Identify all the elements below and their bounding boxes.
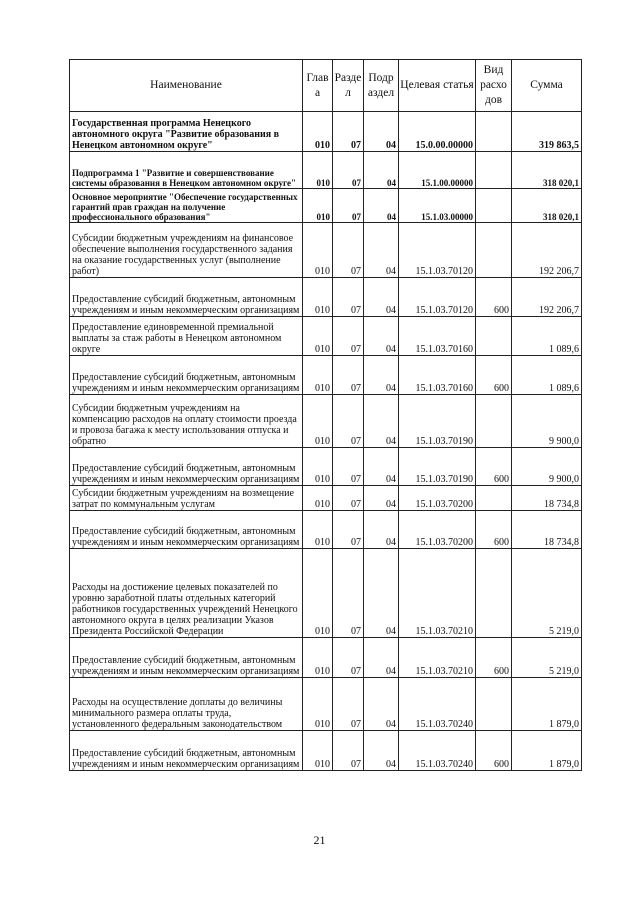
row-section: 07 bbox=[333, 395, 364, 448]
row-sum: 1 089,6 bbox=[512, 356, 582, 395]
row-chapter: 010 bbox=[303, 112, 333, 152]
row-chapter: 010 bbox=[303, 549, 333, 638]
row-sum: 1 089,6 bbox=[512, 317, 582, 356]
header-name: Наименование bbox=[70, 60, 303, 112]
row-name: Предоставление субсидий бюджетным, автономным учреждениям и иным некоммерческим организациям bbox=[70, 731, 303, 771]
row-section: 07 bbox=[333, 223, 364, 278]
row-expense-type: 600 bbox=[476, 356, 512, 395]
row-section: 07 bbox=[333, 448, 364, 486]
page-number: 21 bbox=[313, 833, 326, 847]
row-target: 15.1.03.70210 bbox=[399, 638, 476, 678]
row-target: 15.1.03.70240 bbox=[399, 678, 476, 731]
row-section: 07 bbox=[333, 731, 364, 771]
row-name: Субсидии бюджетным учреждениям на возмещение затрат по коммунальным услугам bbox=[70, 486, 303, 511]
table-row bbox=[70, 356, 582, 395]
table-row bbox=[70, 486, 582, 511]
row-expense-type: 600 bbox=[476, 511, 512, 549]
table-row bbox=[70, 189, 582, 223]
row-name: Субсидии бюджетным учреждениям на финансовое обеспечение выполнения государственного задания на оказание государственных услуг (выполнение работ) bbox=[70, 223, 303, 278]
row-name: Предоставление субсидий бюджетным, автономным учреждениям и иным некоммерческим организациям bbox=[70, 448, 303, 486]
table-row bbox=[70, 223, 582, 278]
table-row bbox=[70, 678, 582, 731]
table-row bbox=[70, 448, 582, 486]
row-expense-type bbox=[476, 112, 512, 152]
row-expense-type bbox=[476, 486, 512, 511]
row-subsection: 04 bbox=[364, 549, 399, 638]
header-subsection: Подр аздел bbox=[364, 60, 399, 112]
row-chapter: 010 bbox=[303, 448, 333, 486]
row-expense-type: 600 bbox=[476, 448, 512, 486]
row-target: 15.1.00.00000 bbox=[399, 152, 476, 189]
table-row bbox=[70, 511, 582, 549]
table-row bbox=[70, 638, 582, 678]
row-subsection: 04 bbox=[364, 189, 399, 223]
row-subsection: 04 bbox=[364, 486, 399, 511]
row-section: 07 bbox=[333, 511, 364, 549]
row-subsection: 04 bbox=[364, 112, 399, 152]
row-target: 15.1.03.70240 bbox=[399, 731, 476, 771]
row-chapter: 010 bbox=[303, 511, 333, 549]
row-target: 15.1.03.70200 bbox=[399, 486, 476, 511]
table-row bbox=[70, 395, 582, 448]
row-section: 07 bbox=[333, 486, 364, 511]
row-expense-type bbox=[476, 152, 512, 189]
row-chapter: 010 bbox=[303, 638, 333, 678]
row-subsection: 04 bbox=[364, 278, 399, 317]
row-expense-type bbox=[476, 395, 512, 448]
row-expense-type: 600 bbox=[476, 731, 512, 771]
row-name: Предоставление субсидий бюджетным, автономным учреждениям и иным некоммерческим организациям bbox=[70, 511, 303, 549]
row-target: 15.0.00.00000 bbox=[399, 112, 476, 152]
row-name: Предоставление субсидий бюджетным, автономным учреждениям и иным некоммерческим организациям bbox=[70, 356, 303, 395]
row-sum: 1 879,0 bbox=[512, 731, 582, 771]
row-chapter: 010 bbox=[303, 223, 333, 278]
header-target: Целевая статья bbox=[399, 60, 476, 112]
row-subsection: 04 bbox=[364, 448, 399, 486]
budget-table bbox=[69, 59, 582, 771]
row-expense-type: 600 bbox=[476, 638, 512, 678]
row-name: Подпрограмма 1 "Развитие и совершенствование системы образования в Ненецком автономном округе" bbox=[70, 152, 303, 189]
table-row bbox=[70, 549, 582, 638]
row-chapter: 010 bbox=[303, 152, 333, 189]
row-target: 15.1.03.00000 bbox=[399, 189, 476, 223]
row-subsection: 04 bbox=[364, 223, 399, 278]
table-row bbox=[70, 278, 582, 317]
row-chapter: 010 bbox=[303, 356, 333, 395]
table-row bbox=[70, 731, 582, 771]
row-sum: 18 734,8 bbox=[512, 486, 582, 511]
row-expense-type bbox=[476, 189, 512, 223]
row-section: 07 bbox=[333, 189, 364, 223]
row-chapter: 010 bbox=[303, 395, 333, 448]
row-subsection: 04 bbox=[364, 356, 399, 395]
row-target: 15.1.03.70120 bbox=[399, 278, 476, 317]
row-expense-type: 600 bbox=[476, 278, 512, 317]
row-expense-type bbox=[476, 549, 512, 638]
row-section: 07 bbox=[333, 638, 364, 678]
row-sum: 192 206,7 bbox=[512, 223, 582, 278]
row-section: 07 bbox=[333, 549, 364, 638]
row-sum: 5 219,0 bbox=[512, 549, 582, 638]
row-sum: 9 900,0 bbox=[512, 395, 582, 448]
row-subsection: 04 bbox=[364, 395, 399, 448]
row-name: Расходы на достижение целевых показателей по уровню заработной платы отдельных категорий работников государственных учреждений Ненецкого автономного округа в целях реализации Указов Президента Российской Федерации bbox=[70, 549, 303, 638]
row-target: 15.1.03.70190 bbox=[399, 395, 476, 448]
row-sum: 1 879,0 bbox=[512, 678, 582, 731]
table-row bbox=[70, 317, 582, 356]
header-expense-type: Вид расхо дов bbox=[476, 60, 512, 112]
row-subsection: 04 bbox=[364, 678, 399, 731]
table-row bbox=[70, 112, 582, 152]
row-sum: 192 206,7 bbox=[512, 278, 582, 317]
row-sum: 18 734,8 bbox=[512, 511, 582, 549]
table-row bbox=[70, 152, 582, 189]
header-section: Разде л bbox=[333, 60, 364, 112]
row-section: 07 bbox=[333, 678, 364, 731]
row-target: 15.1.03.70190 bbox=[399, 448, 476, 486]
row-chapter: 010 bbox=[303, 317, 333, 356]
row-target: 15.1.03.70120 bbox=[399, 223, 476, 278]
row-section: 07 bbox=[333, 317, 364, 356]
header-chapter: Глав а bbox=[303, 60, 333, 112]
row-section: 07 bbox=[333, 112, 364, 152]
row-section: 07 bbox=[333, 356, 364, 395]
row-chapter: 010 bbox=[303, 189, 333, 223]
row-sum: 319 863,5 bbox=[512, 112, 582, 152]
row-expense-type bbox=[476, 317, 512, 356]
row-subsection: 04 bbox=[364, 317, 399, 356]
row-name: Предоставление субсидий бюджетным, автономным учреждениям и иным некоммерческим организациям bbox=[70, 638, 303, 678]
row-chapter: 010 bbox=[303, 731, 333, 771]
row-name: Основное мероприятие "Обеспечение государственных гарантий прав граждан на получение профессионального образования" bbox=[70, 189, 303, 223]
row-chapter: 010 bbox=[303, 486, 333, 511]
row-sum: 5 219,0 bbox=[512, 638, 582, 678]
row-subsection: 04 bbox=[364, 511, 399, 549]
row-expense-type bbox=[476, 678, 512, 731]
row-sum: 9 900,0 bbox=[512, 448, 582, 486]
row-name: Субсидии бюджетным учреждениям на компенсацию расходов на оплату стоимости проезда и провоза багажа к месту использования отпуска и обратно bbox=[70, 395, 303, 448]
header-row bbox=[70, 60, 582, 112]
row-target: 15.1.03.70210 bbox=[399, 549, 476, 638]
row-subsection: 04 bbox=[364, 731, 399, 771]
row-section: 07 bbox=[333, 278, 364, 317]
header-sum: Сумма bbox=[512, 60, 582, 112]
row-sum: 318 020,1 bbox=[512, 189, 582, 223]
row-name: Государственная программа Ненецкого автономного округа "Развитие образования в Ненецком автономном округе" bbox=[70, 112, 303, 152]
row-name: Предоставление субсидий бюджетным, автономным учреждениям и иным некоммерческим организациям bbox=[70, 278, 303, 317]
row-section: 07 bbox=[333, 152, 364, 189]
row-target: 15.1.03.70160 bbox=[399, 356, 476, 395]
row-name: Расходы на осуществление доплаты до величины минимального размера оплаты труда, установленного федеральным законодательством bbox=[70, 678, 303, 731]
row-chapter: 010 bbox=[303, 278, 333, 317]
row-chapter: 010 bbox=[303, 678, 333, 731]
row-target: 15.1.03.70160 bbox=[399, 317, 476, 356]
row-target: 15.1.03.70200 bbox=[399, 511, 476, 549]
row-subsection: 04 bbox=[364, 152, 399, 189]
row-subsection: 04 bbox=[364, 638, 399, 678]
row-name: Предоставление единовременной премиальной выплаты за стаж работы в Ненецком автономном округе bbox=[70, 317, 303, 356]
row-sum: 318 020,1 bbox=[512, 152, 582, 189]
row-expense-type bbox=[476, 223, 512, 278]
